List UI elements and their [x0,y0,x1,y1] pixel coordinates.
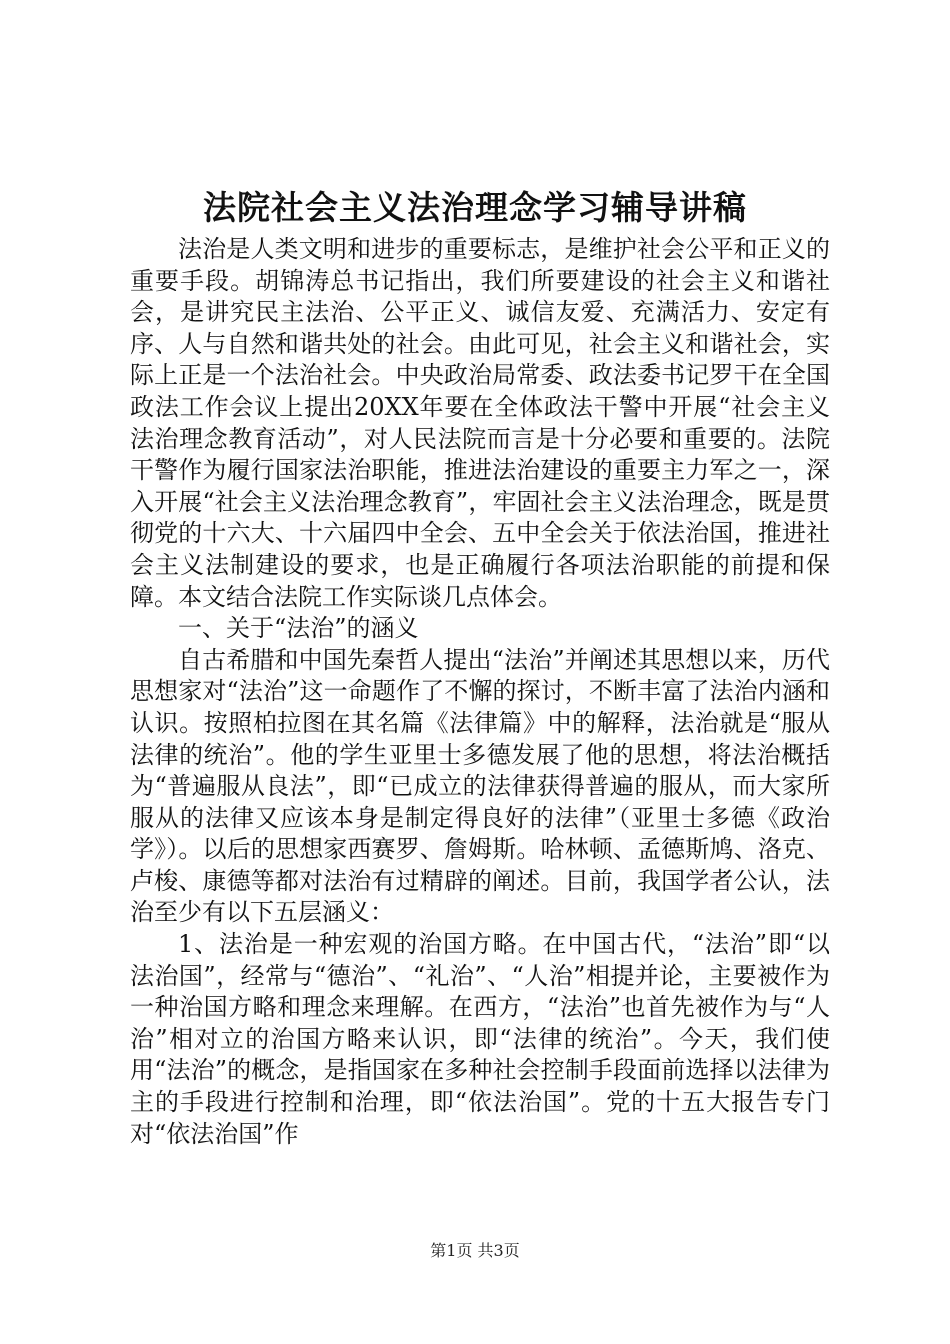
paragraph-history: 自古希腊和中国先秦哲人提出“法治”并阐述其思想以来，历代思想家对“法治”这一命题作了不懈的探讨，不断丰富了法治内涵和认识。按照柏拉图在其名篇《法律篇》中的解释，法治就是“服从法律的统治”。他的学生亚里士多德发展了他的思想，将法治概括为“普遍服从良法”，即“已成立的法律获得普遍的服从，而大家所服从的法律又应该本身是制定得良好的法律”（亚里士多德《政治学》）。以后的思想家西赛罗、詹姆斯。哈林顿、孟德斯鸠、洛克、卢梭、康德等都对法治有过精辟的阐述。目前，我国学者公认，法治至少有以下五层涵义： [130,645,830,927]
document-body [130,234,830,1150]
paragraph-intro: 法治是人类文明和进步的重要标志，是维护社会公平和正义的重要手段。胡锦涛总书记指出，我们所要建设的社会主义和谐社会，是讲究民主法治、公平正义、诚信友爱、充满活力、安定有序、人与自然和谐共处的社会。由此可见，社会主义和谐社会，实际上正是一个法治社会。中央政治局常委、政法委书记罗干在全国政法工作会议上提出20XX年要在全体政法干警中开展“社会主义法治理念教育活动”，对人民法院而言是十分必要和重要的。法院干警作为履行国家法治职能，推进法治建设的重要主力军之一，深入开展“社会主义法治理念教育”，牢固社会主义法治理念，既是贯彻党的十六大、十六届四中全会、五中全会关于依法治国，推进社会主义法制建设的要求，也是正确履行各项法治职能的前提和保障。本文结合法院工作实际谈几点体会。 [130,235,830,611]
paragraph-point-1: 1、法治是一种宏观的治国方略。在中国古代，“法治”即“以法治国”，经常与“德治”、“礼治”、“人治”相提并论，主要被作为一种治国方略和理念来理解。在西方，“法治”也首先被作为与“人治”相对立的治国方略来认识，即“法律的统治”。今天，我们使用“法治”的概念，是指国家在多种社会控制手段面前选择以法律为主的手段进行控制和治理，即“依法治国”。党的十五大报告专门对“依法治国”作 [130,930,830,1148]
section-heading-1: 一、关于“法治”的涵义 [178,614,419,643]
page-footer: 第1页 共3页 [430,1241,520,1260]
document-title: 法院社会主义法治理念学习辅导讲稿 [203,188,747,227]
